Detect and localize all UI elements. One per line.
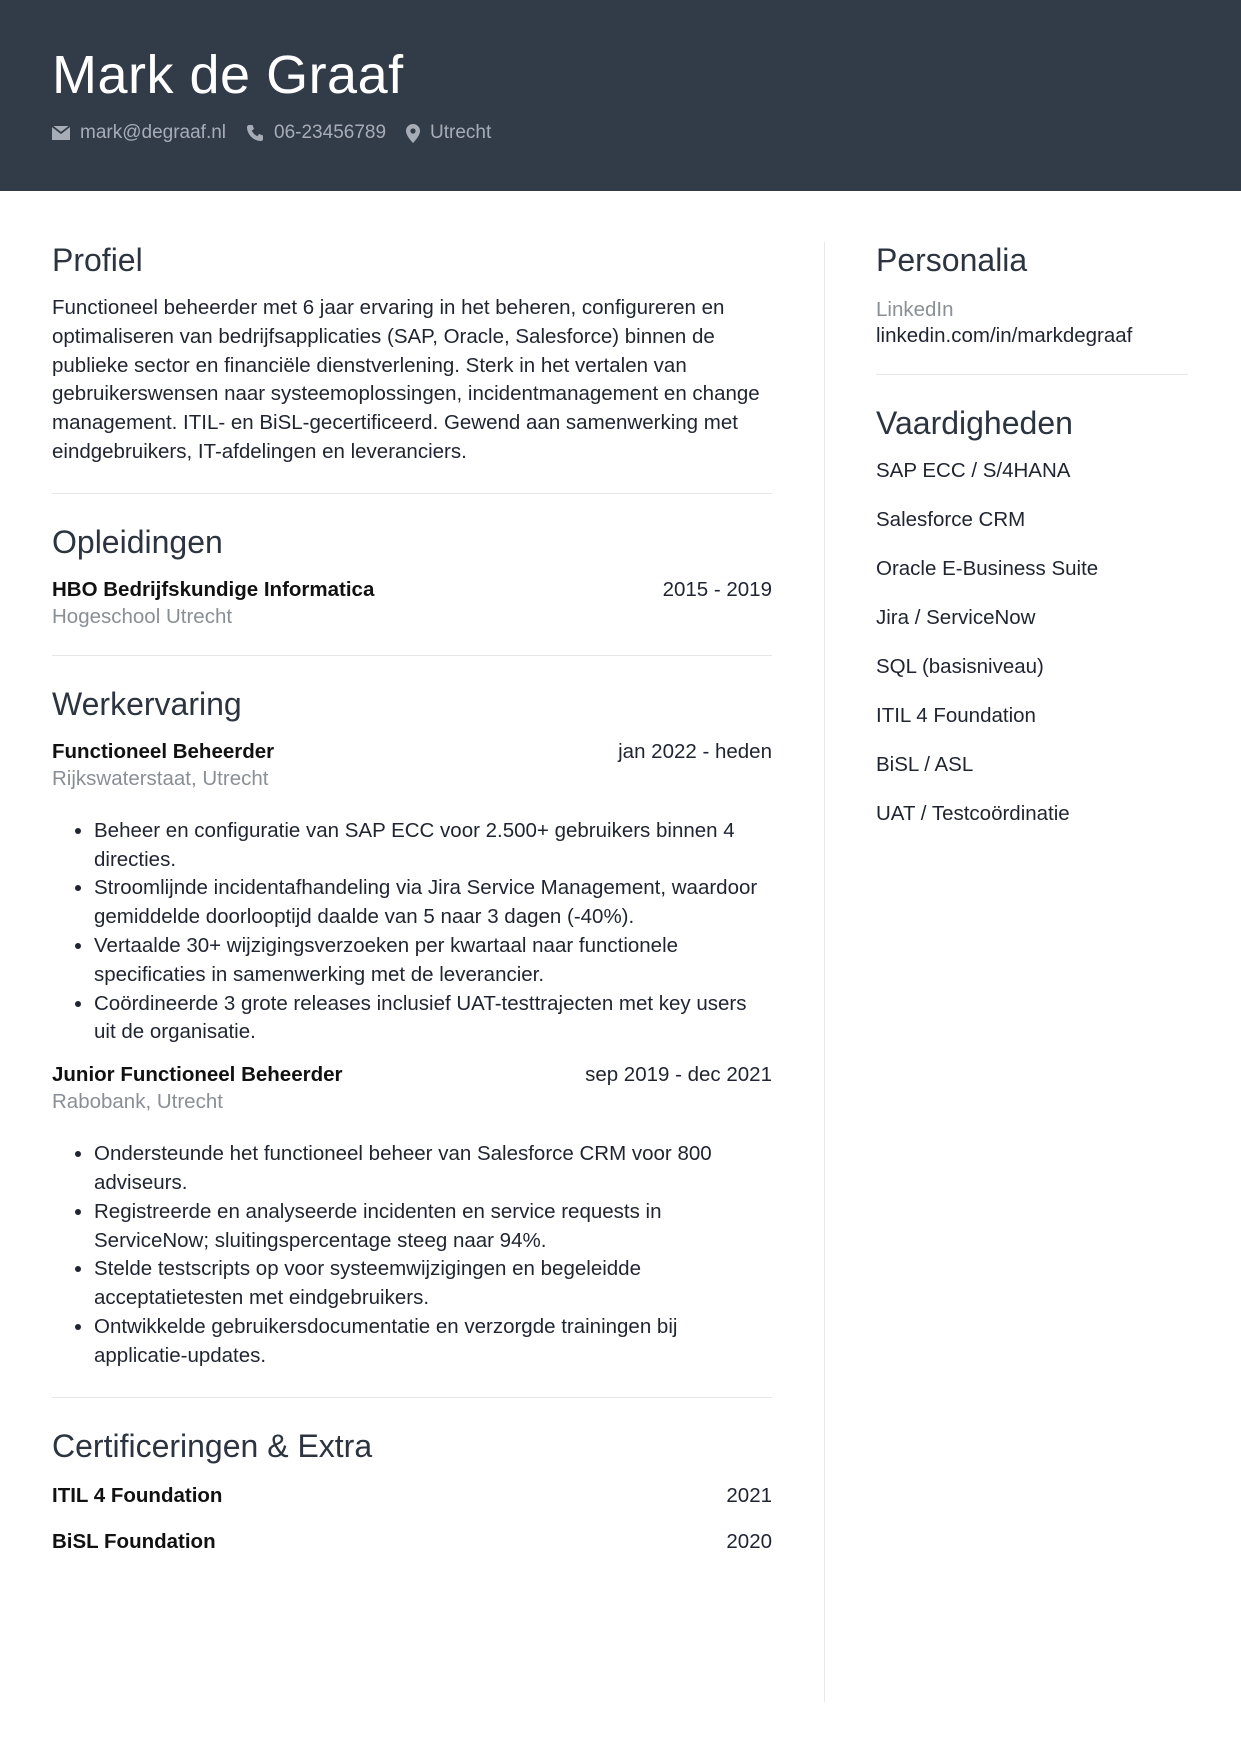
section-divider xyxy=(52,493,772,494)
job-date: jan 2022 - heden xyxy=(618,739,772,763)
skill-item: BiSL / ASL xyxy=(876,753,974,776)
education-institution: Hogeschool Utrecht xyxy=(52,604,233,628)
contact-row xyxy=(52,122,511,144)
profile-heading: Profiel xyxy=(52,242,143,278)
location-pin-icon xyxy=(406,124,420,143)
phone-icon xyxy=(246,124,264,142)
section-divider xyxy=(876,374,1188,375)
job-title: Junior Functioneel Beheerder xyxy=(52,1063,343,1087)
side-column xyxy=(876,238,1188,849)
phone-text: 06-23456789 xyxy=(274,122,387,143)
education-date: 2015 - 2019 xyxy=(662,577,772,601)
certifications-section xyxy=(52,1424,772,1554)
skill-item: SQL (basisniveau) xyxy=(876,655,1044,678)
skills-heading: Vaardigheden xyxy=(876,405,1073,441)
experience-heading: Werkervaring xyxy=(52,685,242,722)
skill-item: Jira / ServiceNow xyxy=(876,606,1036,629)
candidate-name: Mark de Graaf xyxy=(52,45,404,105)
job-employer: Rabobank, Utrecht xyxy=(52,1090,223,1114)
location-text: Utrecht xyxy=(430,122,492,143)
job-employer: Rijkswaterstaat, Utrecht xyxy=(52,766,269,790)
email-text: mark@degraaf.nl xyxy=(80,122,227,143)
list-item: • Ontwikkelde gebruikersdocumentatie en verzorgde trainingen bij applicatie-updates. xyxy=(94,1313,772,1371)
job-bullets xyxy=(52,817,772,1047)
list-item: • Coördineerde 3 grote releases inclusief UAT-testtrajecten met key users uit de organisatie. xyxy=(94,990,772,1048)
certification-year: 2021 xyxy=(726,1483,772,1507)
main-column xyxy=(52,238,772,1554)
contact-email xyxy=(52,122,226,144)
profile-text: Functioneel beheerder met 6 jaar ervaring in het beheren, configureren en optimaliseren van bedrijfsapplicaties (SAP, Oracle, Salesforce) binnen de publieke sector en financiële dienstverlening. Sterk in het vertalen van gebruikerswensen naar systeemoplossingen, incidentmanagement en change management. ITIL- en BiSL-gecertificeerd. Gewend aan samenwerking met eindgebruikers, IT-afdelingen en leveranciers. xyxy=(52,296,760,463)
certifications-heading: Certificeringen & Extra xyxy=(52,1427,373,1464)
list-item: • Ondersteunde het functioneel beheer van Salesforce CRM voor 800 adviseurs. xyxy=(94,1140,772,1198)
personal-heading: Personalia xyxy=(876,242,1028,278)
certification-year: 2020 xyxy=(726,1529,772,1553)
skill-item: ITIL 4 Foundation xyxy=(876,704,1036,727)
job-title: Functioneel Beheerder xyxy=(52,739,275,763)
personal-section xyxy=(876,238,1188,348)
resume-header xyxy=(0,0,1241,191)
contact-phone xyxy=(246,122,386,144)
list-item: • Beheer en configuratie van SAP ECC voor 2.500+ gebruikers binnen 4 directies. xyxy=(94,817,772,875)
column-divider xyxy=(824,242,825,1702)
skills-section xyxy=(876,401,1188,828)
linkedin-value[interactable]: linkedin.com/in/markdegraaf xyxy=(876,324,1133,347)
list-item: • Registreerde en analyseerde incidenten en service requests in ServiceNow; sluitingspercentage steeg naar 94%. xyxy=(94,1198,772,1256)
section-divider xyxy=(52,655,772,656)
job-item xyxy=(52,740,772,1047)
list-item: • Stelde testscripts op voor systeemwijzigingen en begeleidde acceptatietesten met eindgebruikers. xyxy=(94,1255,772,1313)
skill-item: UAT / Testcoördinatie xyxy=(876,802,1070,825)
list-item: • Stroomlijnde incidentafhandeling via Jira Service Management, waardoor gemiddelde doorlooptijd daalde van 5 naar 3 dagen (-40%). xyxy=(94,874,772,932)
certification-item xyxy=(52,1484,772,1508)
skill-item: SAP ECC / S/4HANA xyxy=(876,459,1071,482)
job-item xyxy=(52,1063,772,1370)
contact-location xyxy=(406,122,491,144)
list-item: • Vertaalde 30+ wijzigingsverzoeken per kwartaal naar functionele specificaties in samenwerking met de leverancier. xyxy=(94,932,772,990)
education-title: HBO Bedrijfskundige Informatica xyxy=(52,577,375,601)
skill-item: Oracle E-Business Suite xyxy=(876,557,1099,580)
experience-section xyxy=(52,682,772,1371)
education-heading: Opleidingen xyxy=(52,523,223,560)
job-bullets xyxy=(52,1140,772,1370)
profile-section xyxy=(52,238,772,467)
certification-item xyxy=(52,1530,772,1554)
education-item xyxy=(52,578,772,629)
section-divider xyxy=(52,1397,772,1398)
job-date: sep 2019 - dec 2021 xyxy=(585,1063,772,1087)
skill-item: Salesforce CRM xyxy=(876,508,1026,531)
certification-title: ITIL 4 Foundation xyxy=(52,1483,223,1507)
skills-list xyxy=(876,457,1188,828)
linkedin-label: LinkedIn xyxy=(876,298,954,321)
envelope-icon xyxy=(52,126,70,140)
certification-title: BiSL Foundation xyxy=(52,1529,216,1553)
education-section xyxy=(52,520,772,629)
